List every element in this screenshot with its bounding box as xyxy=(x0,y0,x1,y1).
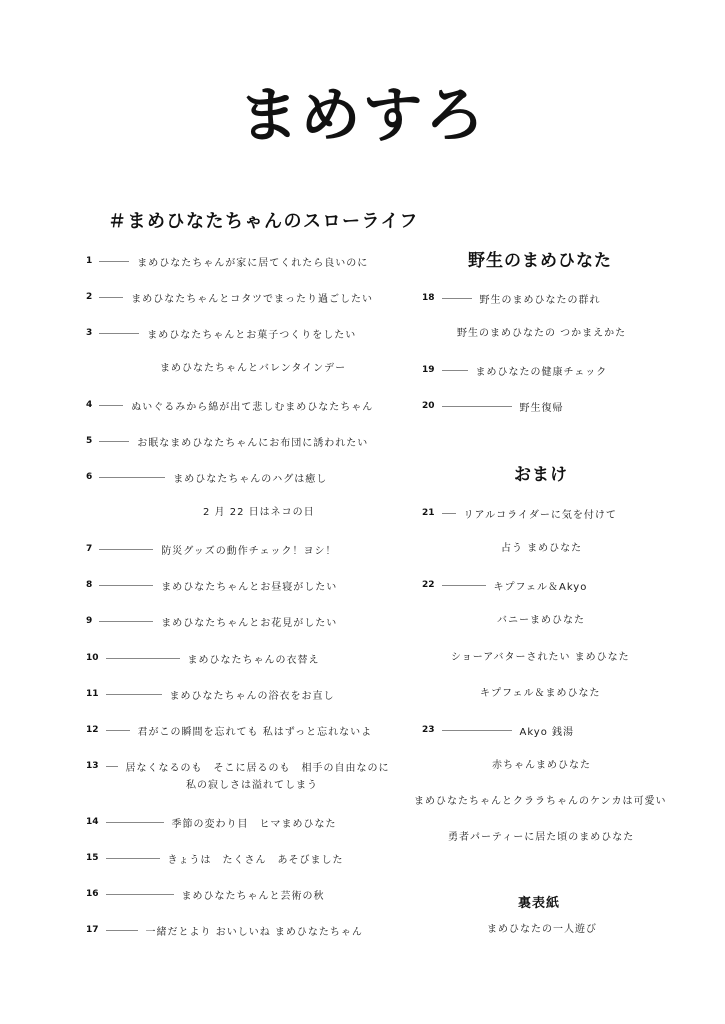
entry-title: まめひなたちゃんと芸術の秋 xyxy=(181,890,325,902)
entry-number: 23 xyxy=(422,725,435,735)
entry-number: 13 xyxy=(86,761,99,771)
entry-subtitle: キプフェル＆まめひなた xyxy=(480,688,601,699)
entry-title: まめひなたちゃんの衣替え xyxy=(187,654,320,666)
entry-number: 21 xyxy=(422,508,435,518)
logo-title: まめすろ xyxy=(238,81,487,151)
toc-entry xyxy=(86,758,390,774)
leader-line xyxy=(99,477,165,478)
toc-entry xyxy=(86,253,368,269)
toc-entry xyxy=(422,577,587,593)
entry-title: まめひなたちゃんとコタツでまったり過ごしたい xyxy=(131,293,373,305)
toc-entry xyxy=(86,397,373,413)
entry-title: まめひなたちゃんの浴衣をお直し xyxy=(169,690,335,702)
leader-line xyxy=(106,658,180,659)
entry-title: まめひなたちゃんとお菓子つくりをしたい xyxy=(147,329,357,341)
entry-number: 11 xyxy=(86,689,99,699)
leader-line xyxy=(99,297,123,298)
entry-title: 野生復帰 xyxy=(519,402,564,414)
entry-title: 一緒だとより おいしいね まめひなたちゃん xyxy=(145,926,363,938)
toc-entry xyxy=(86,850,344,866)
leader-line xyxy=(442,370,468,371)
toc-entry xyxy=(86,922,363,938)
toc-entry xyxy=(422,398,564,414)
toc-entry xyxy=(86,577,337,593)
entry-title: 野生のまめひなたの群れ xyxy=(479,294,601,306)
entry-subtitle: ショーアバターされたい まめひなた xyxy=(451,652,630,663)
leader-line xyxy=(106,894,174,895)
entry-subtitle: 占う まめひなた xyxy=(501,543,583,554)
toc-entry xyxy=(86,289,373,305)
entry-title: まめひなたちゃんとお花見がしたい xyxy=(161,617,338,629)
toc-entry xyxy=(422,505,617,521)
toc-entry xyxy=(86,722,372,738)
leader-line xyxy=(106,822,164,823)
leader-line xyxy=(442,730,512,731)
toc-entry xyxy=(422,362,607,378)
entry-number: 2 xyxy=(86,292,93,302)
entry-title: まめひなたちゃんとお昼寝がしたい xyxy=(161,581,338,593)
entry-number: 1 xyxy=(86,256,93,266)
entry-number: 16 xyxy=(86,889,99,899)
entry-subtitle: 勇者パーティーに居た頃のまめひなた xyxy=(448,832,635,843)
toc-entry xyxy=(422,290,601,306)
entry-number: 3 xyxy=(86,328,93,338)
leader-line xyxy=(442,406,512,407)
entry-number: 19 xyxy=(422,365,435,375)
entry-title: 防災グッズの動作チェック！ヨシ！ xyxy=(161,545,337,557)
toc-entry xyxy=(86,650,320,666)
leader-line xyxy=(442,585,486,586)
leader-line xyxy=(442,298,472,299)
leader-line xyxy=(106,930,138,931)
leader-line xyxy=(106,694,162,695)
leader-line xyxy=(99,441,129,442)
entry-number: 17 xyxy=(86,925,99,935)
leader-line xyxy=(99,333,139,334)
entry-number: 22 xyxy=(422,580,435,590)
entry-title: 君がこの瞬間を忘れても 私はずっと忘れないよ xyxy=(137,726,373,738)
section-heading-back-cover: 裏表紙 xyxy=(518,896,561,911)
entry-title: ぬいぐるみから綿が出て悲しむまめひなたちゃん xyxy=(131,401,374,413)
entry-title: きょうは たくさん あそびました xyxy=(167,854,344,866)
toc-entry xyxy=(86,433,368,449)
toc-entry xyxy=(86,886,325,902)
leader-line xyxy=(99,261,129,262)
leader-line xyxy=(99,405,123,406)
entry-number: 15 xyxy=(86,853,99,863)
entry-number: 4 xyxy=(86,400,93,410)
entry-title: まめひなたちゃんのハグは癒し xyxy=(173,473,328,485)
section-heading-wild: 野生のまめひなた xyxy=(468,251,612,271)
leader-line xyxy=(99,549,153,550)
entry-title: キプフェル＆Akyo xyxy=(493,581,588,593)
entry-number: 8 xyxy=(86,580,93,590)
entry-number: 5 xyxy=(86,436,93,446)
section-heading-omake: おまけ xyxy=(514,465,568,485)
toc-entry xyxy=(86,541,336,557)
entry-title: 季節の変わり目 ヒマまめひなた xyxy=(171,818,337,830)
toc-entry xyxy=(86,814,337,830)
entry-subtitle: まめひなたちゃんとバレンタインデー xyxy=(160,363,347,374)
leader-line xyxy=(106,858,160,859)
section-heading-slow-life: ＃まめひなたちゃんのスローライフ xyxy=(108,211,419,232)
entry-subtitle: バニーまめひなた xyxy=(497,615,585,626)
toc-entry xyxy=(86,686,335,702)
leader-line xyxy=(99,621,153,622)
entry-number: 14 xyxy=(86,817,99,827)
entry-subtitle: 赤ちゃんまめひなた xyxy=(492,760,591,771)
back-cover-item: まめひなたの一人遊び xyxy=(487,924,597,935)
toc-entry xyxy=(86,613,337,629)
toc-entry xyxy=(422,722,574,738)
entry-number: 10 xyxy=(86,653,99,663)
toc-entry xyxy=(86,469,327,485)
entry-number: 7 xyxy=(86,544,93,554)
entry-subtitle: 私の寂しさは溢れてしまう xyxy=(186,780,318,791)
entry-subtitle: 野生のまめひなたの つかまえかた xyxy=(457,328,627,339)
entry-number: 20 xyxy=(422,401,435,411)
entry-subtitle: まめひなたちゃんとクララちゃんのケンカは可愛い xyxy=(414,796,667,807)
leader-line xyxy=(106,766,118,767)
leader-line xyxy=(99,585,153,586)
entry-title: まめひなたちゃんが家に居てくれたら良いのに xyxy=(137,257,369,269)
leader-line xyxy=(442,513,456,514)
entry-title: お眠なまめひなたちゃんにお布団に誘われたい xyxy=(137,437,369,449)
entry-title: リアルコライダーに気を付けて xyxy=(463,509,617,521)
toc-entry xyxy=(86,325,356,341)
entry-number: 18 xyxy=(422,293,435,303)
entry-title: まめひなたの健康チェック xyxy=(475,366,608,378)
entry-number: 12 xyxy=(86,725,99,735)
entry-number: 6 xyxy=(86,472,93,482)
entry-title: 居なくなるのも そこに居るのも 相手の自由なのに xyxy=(125,762,390,774)
entry-subtitle: 2 月 22 日はネコの日 xyxy=(203,507,315,518)
entry-title: Akyo 銭湯 xyxy=(519,726,575,738)
entry-number: 9 xyxy=(86,616,93,626)
leader-line xyxy=(106,730,130,731)
